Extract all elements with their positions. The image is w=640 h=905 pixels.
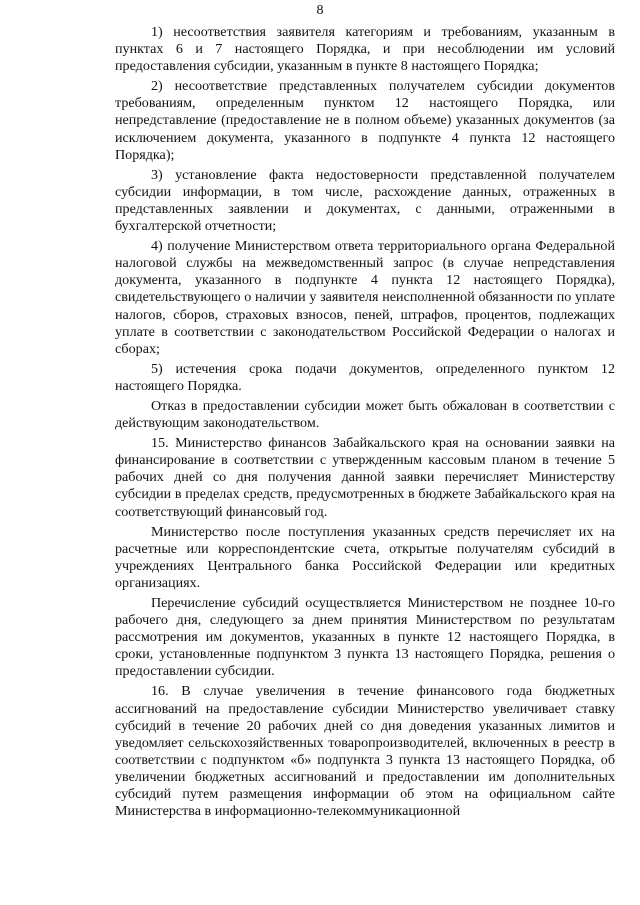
paragraph-item-2: 2) несоответствие представленных получателем субсидии документов требованиям, определенным пунктом 12 настоящего Порядка, или непредставление (предоставление не в полном объеме) указанных документов (за исключением документа, указанного в подпункте 4 пункта 12 настоящего Порядка);	[115, 78, 615, 163]
paragraph-item-3: 3) установление факта недостоверности представленной получателем субсидии информации, в том числе, расхождение данных, отраженных в представленных заявлении и документах, с данными, отраженными в бухгалтерской отчетности;	[115, 166, 615, 235]
paragraph-clause-16: 16. В случае увеличения в течение финансового года бюджетных ассигнований на предоставление субсидии Министерство увеличивает ставку субсидий в течение 20 рабочих дней со дня доведения указанных лимитов и уведомляет сельскохозяйственных товаропроизводителей, включенных в реестр в соответствии с подпунктом «б» подпункта 3 пункта 13 настоящего Порядка, об увеличении бюджетных ассигнований и предоставлении им дополнительных субсидий путем размещения информации об этом на официальном сайте Министерства в информационно-телекоммуникационной	[115, 683, 615, 820]
document-body	[115, 24, 615, 823]
paragraph-clause-15: 15. Министерство финансов Забайкальского края на основании заявки на финансирование в соответствии с утвержденным кассовым планом в течение 5 рабочих дней со дня получения данной заявки перечисляет Министерству субсидии в пределах средств, предусмотренных в бюджете Забайкальского края на соответствующий финансовый год.	[115, 435, 615, 520]
paragraph-item-4: 4) получение Министерством ответа территориального органа Федеральной налоговой службы на межведомственный запрос (в случае непредставления документа, указанного в подпункте 4 пункта 12 настоящего Порядка), свидетельствующего о наличии у заявителя неисполненной обязанности по уплате налогов, сборов, страховых взносов, пеней, штрафов, процентов, подлежащих уплате в соответствии с законодательством Российской Федерации о налогах и сборах;	[115, 238, 615, 357]
paragraph-refusal-appeal: Отказ в предоставлении субсидии может быть обжалован в соответствии с действующим законодательством.	[115, 397, 615, 432]
paragraph-item-5: 5) истечения срока подачи документов, определенного пунктом 12 настоящего Порядка.	[115, 360, 615, 394]
page-number: 8	[316, 3, 324, 18]
paragraph-transfer-deadline: Перечисление субсидий осуществляется Министерством не позднее 10-го рабочего дня, следующего за днем принятия Министерством по результатам рассмотрения им документов, указанных в пункте 12 настоящего Порядка, в сроки, установленные подпунктом 3 пункта 13 настоящего Порядка, решения о предоставлении субсидии.	[115, 595, 615, 680]
paragraph-item-1: 1) несоответствия заявителя категориям и требованиям, указанным в пунктах 6 и 7 настоящего Порядка, и при несоблюдении им условий предоставления субсидии, указанным в пункте 8 настоящего Порядка;	[115, 24, 615, 75]
paragraph-transfer-accounts: Министерство после поступления указанных средств перечисляет их на расчетные или корреспондентские счета, открытые получателям субсидий в учреждениях Центрального банка Российской Федерации или кредитных организациях.	[115, 523, 615, 591]
